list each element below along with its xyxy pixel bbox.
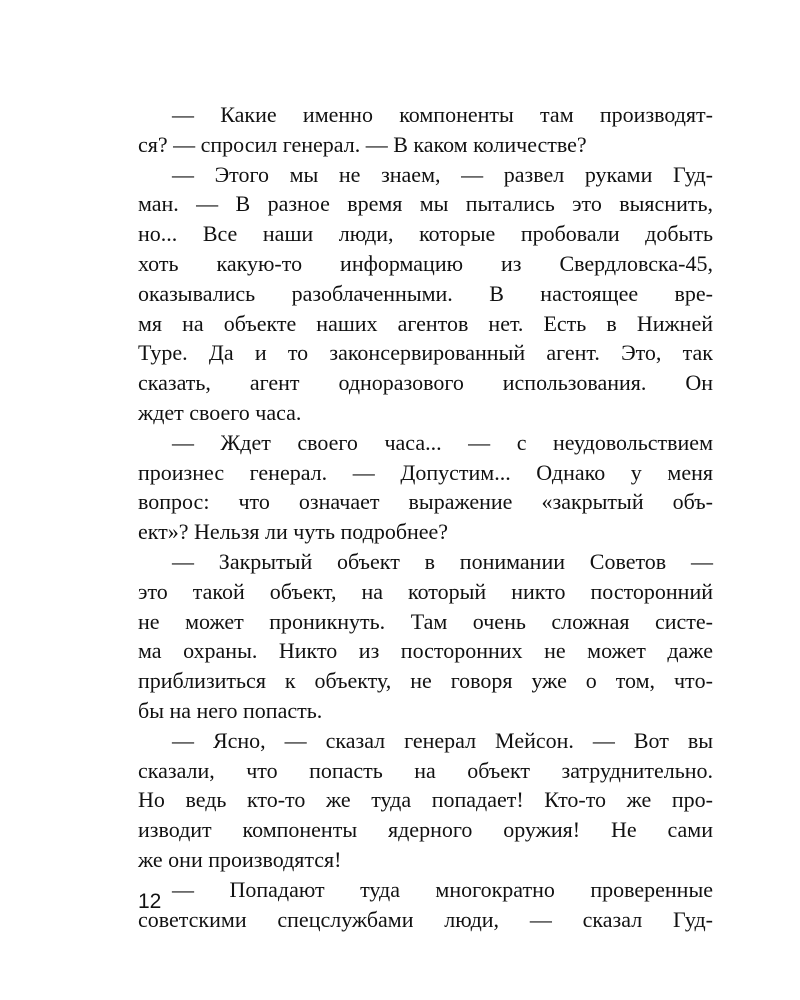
- text-line: сказали, что попасть на объект затруднительно.: [138, 757, 713, 783]
- text-line: — Этого мы не знаем, — развел руками Гуд-: [172, 161, 713, 187]
- text-line: оказывались разоблаченными. В настоящее вре-: [138, 280, 713, 306]
- text-line: — Закрытый объект в понимании Советов —: [172, 548, 713, 574]
- text-line: не может проникнуть. Там очень сложная систе-: [138, 608, 713, 634]
- text-line: это такой объект, на который никто посторонний: [138, 578, 713, 604]
- text-line: ма охраны. Никто из посторонних не может даже: [138, 638, 713, 664]
- text-line: — Ждет своего часа... — с неудовольствием: [172, 429, 713, 455]
- page-number: 12: [138, 890, 162, 913]
- text-line: приблизиться к объекту, не говоря уже о том, чтo-: [138, 668, 713, 694]
- text-line: сказать, агент одноразового использования. Он: [138, 370, 713, 396]
- text-line: бы на него попасть.: [138, 697, 323, 723]
- text-line: хоть какую-то информацию из Свердловска-45,: [138, 250, 713, 276]
- text-line: — Какие именно компоненты там производят-: [172, 102, 713, 127]
- text-line: ждет своего часа.: [138, 399, 302, 425]
- paragraph: [138, 547, 713, 726]
- text-line: но... Все наши люди, которые пробовали добыть: [138, 221, 713, 247]
- text-line: ман. — В разное время мы пытались это выяснить,: [138, 191, 713, 217]
- text-line: — Ясно, — сказал генерал Мейсон. — Вот вы: [172, 727, 713, 753]
- body-text: [138, 100, 713, 934]
- paragraph: [138, 100, 713, 160]
- text-line: Но ведь кто-то же туда попадает! Кто-то же про-: [138, 787, 713, 813]
- text-line: вопрос: что означает выражение «закрытый объ-: [138, 489, 713, 515]
- paragraph: [138, 875, 713, 935]
- text-line: советскими спецслужбами люди, — сказал Гуд-: [138, 906, 713, 932]
- text-line: же они производятся!: [138, 846, 342, 872]
- text-line: ект»? Нельзя ли чуть подробнее?: [138, 519, 449, 545]
- paragraph: [138, 160, 713, 428]
- text-line: изводит компоненты ядерного оружия! Не сами: [138, 817, 713, 843]
- text-line: произнес генерал. — Допустим... Однако у меня: [138, 459, 713, 485]
- text-line: — Попадают туда многократно проверенные: [172, 876, 713, 902]
- paragraph: [138, 726, 713, 875]
- paragraph: [138, 428, 713, 547]
- text-line: Туре. Да и то законсервированный агент. Это, так: [138, 340, 713, 366]
- text-line: ся? — спросил генерал. — В каком количестве?: [138, 131, 587, 157]
- text-line: мя на объекте наших агентов нет. Есть в Нижней: [138, 310, 713, 336]
